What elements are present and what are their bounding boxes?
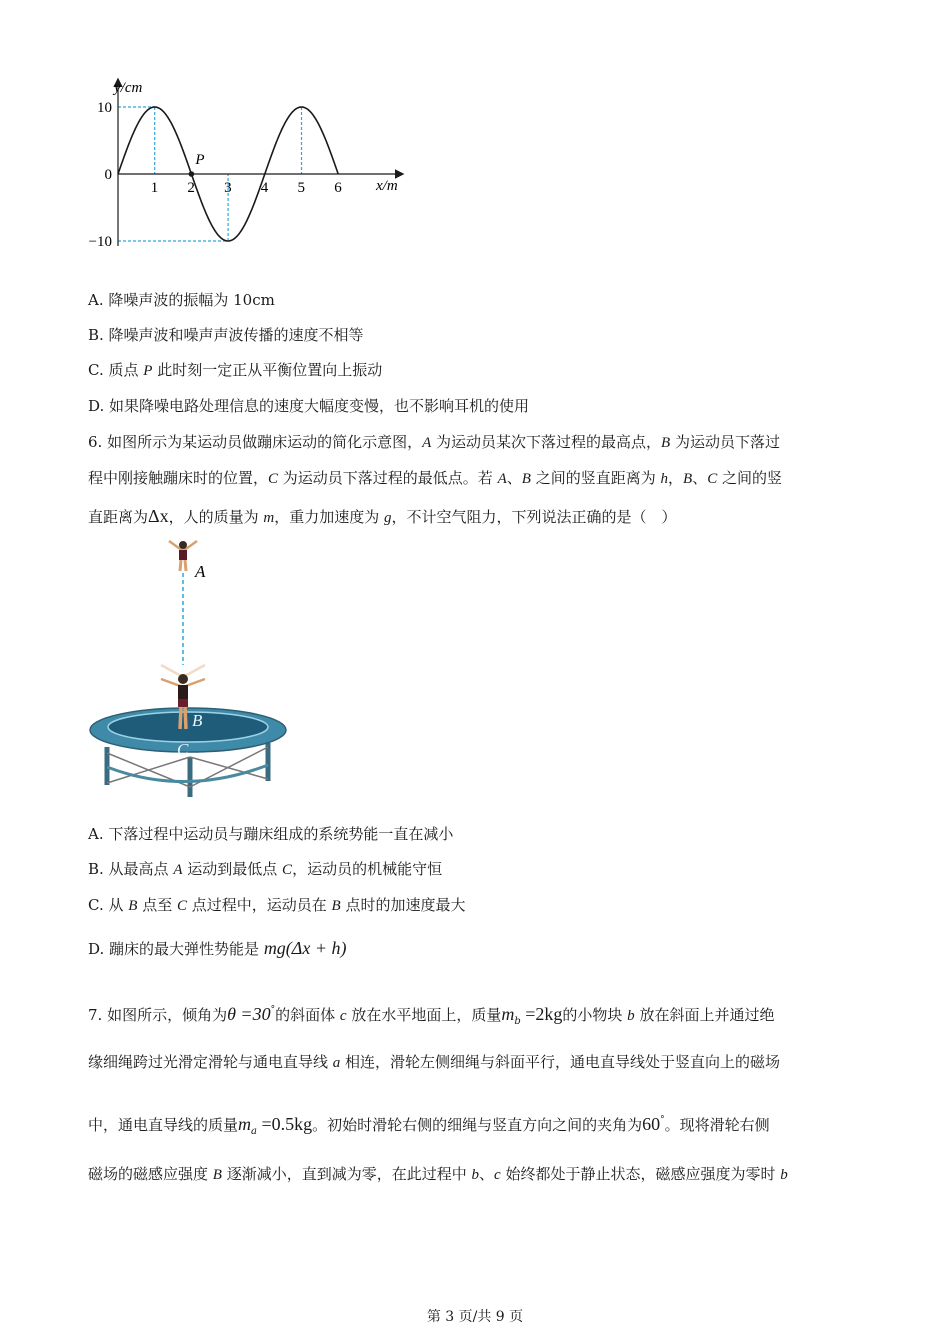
wave-ticks [89,100,343,250]
y-axis-label: y/cm [114,80,143,96]
q7-stem-line-3: 中，通电直导线的质量$m_a =0.5kg$。初始时滑轮右侧的细绳与竖直方向之间的夹角为60°。现将滑轮右侧 [88,1114,770,1137]
trampoline-bed [108,712,268,742]
x-tick-label: 1 [150,180,159,196]
q5-option-b: B. 降噪声波和噪声声波传播的速度不相等 [88,326,364,344]
athlete-top-icon [169,541,197,571]
q7-stem-line-1: 7. 如图所示，倾角为θ =30°的斜面体 c 放在水平地面上，质量$m_b =2kg$的小物块 b 放在斜面上并通过绝 [88,1004,775,1027]
q6-stem-line-1: 6. 如图所示为某运动员做蹦床运动的简化示意图，A 为运动员某次下落过程的最高点，B 为运动员下落过 [88,433,780,451]
label-c: C [177,740,189,759]
q6-option-c: C. 从 B 点至 C 点过程中，运动员在 B 点时的加速度最大 [88,896,466,914]
y-tick-label: 0 [104,167,112,183]
x-tick-label: 3 [224,180,232,196]
q6-option-a: A. 下落过程中运动员与蹦床组成的系统势能一直在减小 [88,825,454,843]
x-tick-label: 6 [334,180,342,196]
y-tick-label: 10 [97,100,112,116]
point-p-label: P [195,152,205,168]
q6-option-d: D. 蹦床的最大弹性势能是 mg(Δx + h) [88,938,347,958]
trampoline-figure [85,535,300,805]
x-axis-label: x/m [376,178,398,194]
q6-stem-line-3: 直距离为Δx，人的质量为 m，重力加速度为 g，不计空气阻力，下列说法正确的是（ ） [88,506,677,526]
x-tick-label: 4 [260,180,269,196]
page-footer: 第 3 页/共 9 页 [426,1309,524,1325]
q6-stem-line-2: 程中刚接触蹦床时的位置，C 为运动员下落过程的最低点。若 A、B 之间的竖直距离为 h，B、C 之间的竖 [88,469,782,487]
q5-option-d: D. 如果降噪电路处理信息的速度大幅度变慢，也不影响耳机的使用 [88,397,530,415]
q5-option-a: A. 降噪声波的振幅为 10cm [88,291,275,309]
wave-chart [80,70,420,260]
q7-stem-line-4: 磁场的磁感应强度 B 逐渐减小，直到减为零，在此过程中 b、c 始终都处于静止状态，磁感应强度为零时 b [88,1165,788,1183]
q6-option-b: B. 从最高点 A 运动到最低点 C，运动员的机械能守恒 [88,860,443,878]
label-b: B [192,711,203,730]
y-tick-label: −10 [88,234,112,250]
x-tick-label: 5 [297,180,305,196]
point-p-marker [189,171,195,177]
x-tick-label: 2 [187,180,195,196]
label-a: A [195,562,206,581]
q7-stem-line-2: 缘细绳跨过光滑定滑轮与通电直导线 a 相连，滑轮左侧细绳与斜面平行，通电直导线处于竖直向上的磁场 [88,1053,781,1071]
q5-option-c: C. 质点 P 此时刻一定正从平衡位置向上振动 [88,361,383,379]
